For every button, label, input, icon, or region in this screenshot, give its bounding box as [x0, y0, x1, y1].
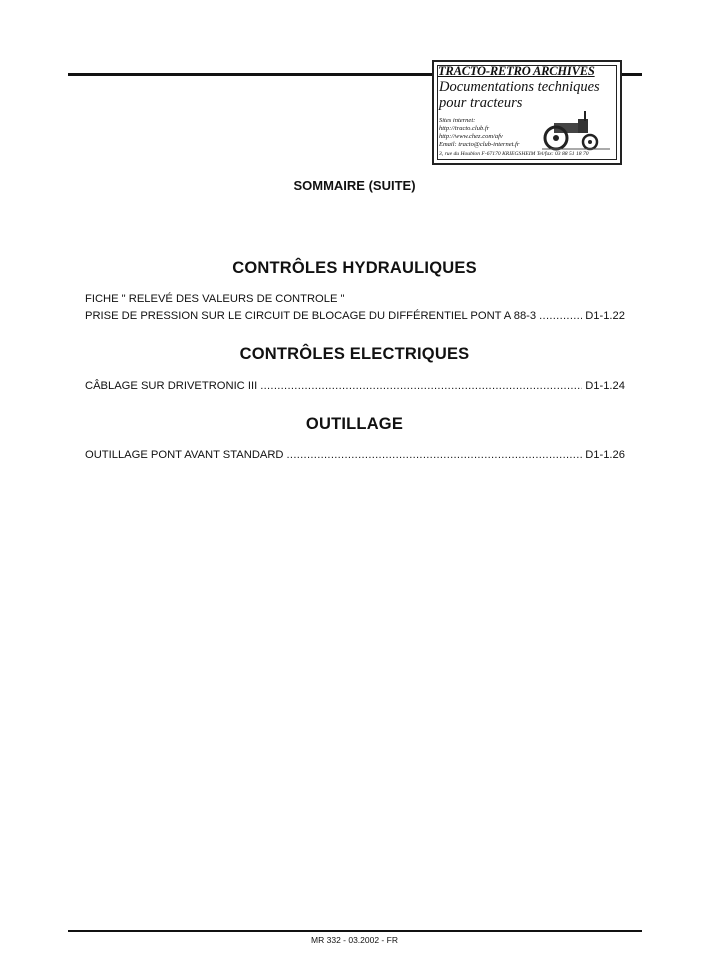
- toc-entry: [85, 293, 625, 305]
- stamp-email: Email: tracto@club-internet.fr: [439, 141, 520, 148]
- toc-entry: [85, 380, 625, 392]
- toc-entry-page: D1-1.22: [585, 310, 625, 322]
- stamp-address: 3, rue du Houblon F-67170 KRIEGSHEIM Tel/fax: 03 88 51 18 70: [439, 151, 589, 157]
- toc-entry-label: OUTILLAGE PONT AVANT STANDARD: [85, 449, 284, 461]
- toc-entry: [85, 449, 625, 461]
- leader-dots: [287, 449, 583, 461]
- stamp-subtitle-line2: pour tracteurs: [439, 95, 523, 111]
- section-title-hydrauliques: CONTRÔLES HYDRAULIQUES: [232, 259, 477, 277]
- toc-entry-label: CÂBLAGE SUR DRIVETRONIC III: [85, 380, 258, 392]
- toc-entry: [85, 310, 625, 322]
- stamp-title: TRACTO-RETRO ARCHIVES: [438, 64, 595, 78]
- section-title-outillage: OUTILLAGE: [305, 415, 404, 433]
- footer-rule: [68, 930, 642, 932]
- archive-stamp: [432, 60, 622, 165]
- section-title-electriques: CONTRÔLES ELECTRIQUES: [239, 345, 470, 363]
- stamp-subtitle-line1: Documentations techniques: [439, 79, 600, 95]
- stamp-site-1: http://tracto.club.fr: [439, 125, 490, 132]
- stamp-sites-label: Sites internet:: [439, 117, 476, 124]
- stamp-contact-block: [439, 117, 519, 149]
- leader-dots: [539, 310, 582, 322]
- leader-dots: [260, 380, 582, 392]
- page-heading: SOMMAIRE (SUITE): [293, 178, 416, 193]
- tractor-icon: [540, 109, 612, 151]
- page-footer: MR 332 - 03.2002 - FR: [311, 935, 398, 945]
- stamp-site-2: http://www.chez.com/afv: [439, 133, 503, 140]
- toc-entry-page: D1-1.24: [585, 380, 625, 392]
- toc-entry-label: FICHE " RELEVÉ DES VALEURS DE CONTROLE ": [85, 293, 345, 305]
- toc-entry-label: PRISE DE PRESSION SUR LE CIRCUIT DE BLOCAGE DU DIFFÉRENTIEL PONT A 88-3: [85, 310, 537, 322]
- toc-entry-page: D1-1.26: [585, 449, 625, 461]
